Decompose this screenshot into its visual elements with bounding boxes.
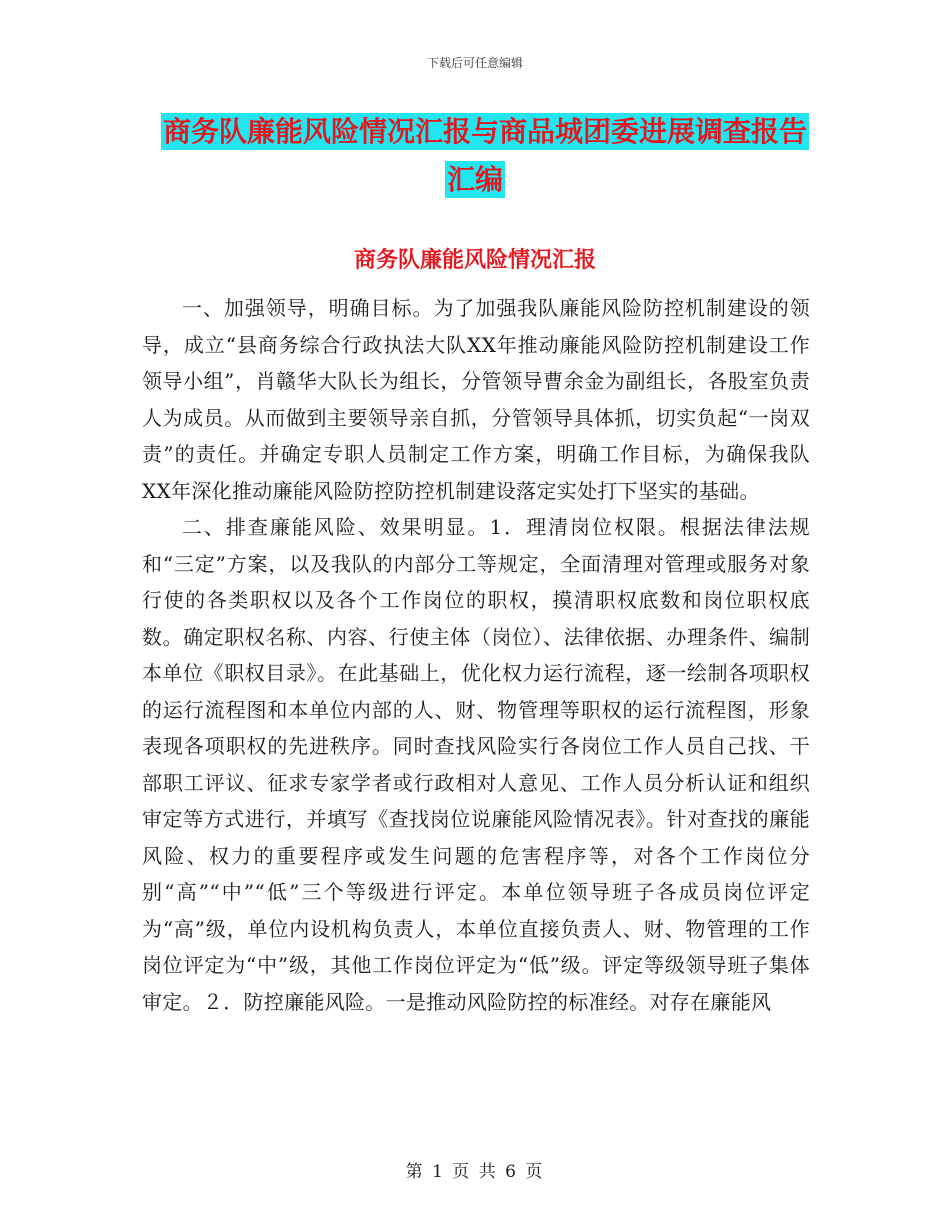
title-line-2-text: 汇编 xyxy=(446,163,503,196)
page-footer: 第 1 页 共 6 页 xyxy=(405,1162,545,1182)
title-line-2 xyxy=(0,156,950,204)
paragraph-2: 二、排查廉能风险、效果明显。1．理清岗位权限。根据法律法规和“三定”方案，以及我队的内部分工等规定，全面清理对管理或服务对象行使的各类职权以及各个工作岗位的职权，摸清职权底数和岗位职权底数。确定职权名称、内容、行使主体（岗位）、法律依据、办理条件、编制本单位《职权目录》。在此基础上，优化权力运行流程，逐一绘制各项职权的运行流程图和本单位内部的人、财、物管理等职权的运行流程图，形象表现各项职权的先进秩序。同时查找风险实行各岗位工作人员自己找、干部职工评议、征求专家学者或行政相对人意见、工作人员分析认证和组织审定等方式进行，并填写《查找岗位说廉能风险情况表》。针对查找的廉能风险、权力的重要程序或发生问题的危害程序等，对各个工作岗位分别“高”“中”“低”三个等级进行评定。本单位领导班子各成员岗位评定为“高”级，单位内设机构负责人，本单位直接负责人、财、物管理的工作岗位评定为“中”级，其他工作岗位评定为“低”级。评定等级领导班子集体审定。２．防控廉能风险。一是推动风险防控的标准经。对存在廉能风 xyxy=(142,515,810,1014)
header-note: 下载后可任意编辑 xyxy=(426,56,523,70)
paragraph-1: 一、加强领导，明确目标。为了加强我队廉能风险防控机制建设的领导，成立“县商务综合行政执法大队XX年推动廉能风险防控机制建设工作领导小组”，肖赣华大队长为组长，分管领导曹余金为副组长，各股室负责人为成员。从而做到主要领导亲自抓，分管领导具体抓，切实负起“一岗双责”的责任。并确定专职人员制定工作方案，明确工作目标，为确保我队XX年深化推动廉能风险防控防控机制建设落定实处打下坚实的基础。 xyxy=(142,296,810,503)
title-line-1-text: 商务队廉能风险情况汇报与商品城团委进展调查报告 xyxy=(162,115,807,148)
body-text xyxy=(142,290,810,1020)
title-line-1 xyxy=(0,108,950,156)
document-title xyxy=(0,108,950,204)
section-title: 商务队廉能风险情况汇报 xyxy=(353,248,596,273)
